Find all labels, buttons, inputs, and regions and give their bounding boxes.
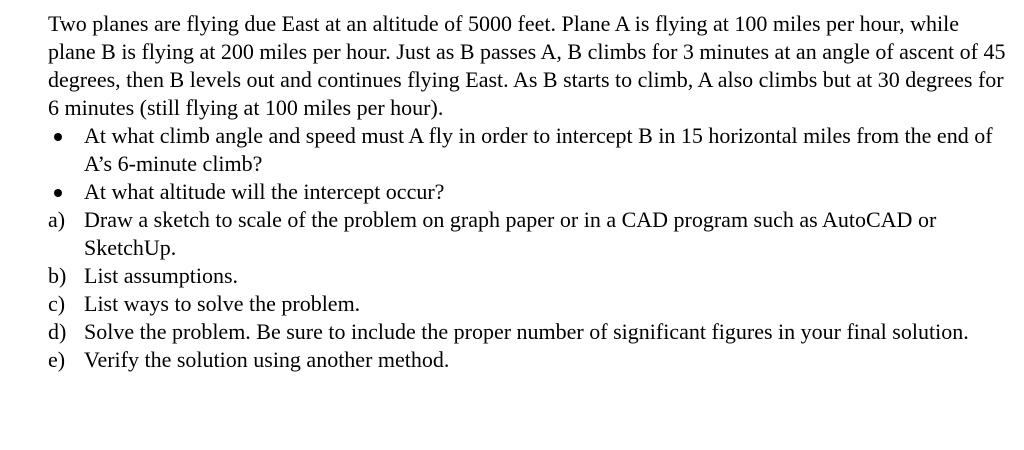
task-marker: c)	[48, 291, 66, 316]
task-marker: a)	[48, 207, 66, 232]
question-item	[48, 178, 1008, 206]
task-text: Solve the problem. Be sure to include the proper number of significant figures in your final solution.	[84, 319, 969, 344]
task-item	[48, 290, 1008, 318]
task-marker: d)	[48, 319, 67, 344]
task-item	[48, 206, 1008, 262]
task-list	[48, 206, 1008, 374]
task-text: Verify the solution using another method.	[84, 347, 450, 372]
problem-document	[48, 10, 1008, 374]
question-text: At what climb angle and speed must A fly in order to intercept B in 15 horizontal miles from the end of A’s 6-minute climb?	[84, 123, 993, 176]
task-text: Draw a sketch to scale of the problem on graph paper or in a CAD program such as AutoCAD or SketchUp.	[84, 207, 937, 260]
question-item	[48, 122, 1008, 178]
task-item	[48, 318, 1008, 346]
question-list	[48, 122, 1008, 206]
task-text: List assumptions.	[84, 263, 239, 288]
task-text: List ways to solve the problem.	[84, 291, 361, 316]
task-item	[48, 262, 1008, 290]
problem-statement: Two planes are flying due East at an altitude of 5000 feet. Plane A is flying at 100 miles per hour, while plane B is flying at 200 miles per hour. Just as B passes A, B climbs for 3 minutes at an angle of ascent of 45 degrees, then B levels out and continues flying East. As B starts to climb, A also climbs but at 30 degrees for 6 minutes (still flying at 100 miles per hour).	[48, 11, 1006, 120]
task-marker: b)	[48, 263, 67, 288]
question-text: At what altitude will the intercept occur?	[84, 179, 445, 204]
bullet-point	[54, 189, 62, 197]
task-marker: e)	[48, 347, 66, 372]
bullet-point	[54, 133, 62, 141]
task-item	[48, 346, 1008, 374]
